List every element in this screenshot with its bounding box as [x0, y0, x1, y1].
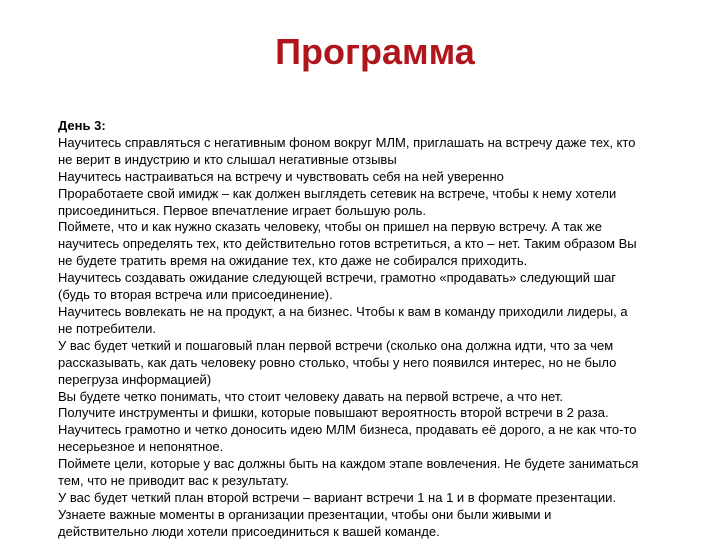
text-line: У вас будет четкий план второй встречи – вариант встречи 1 на 1 и в формате презентации.: [58, 489, 617, 505]
text-line: Поймете цели, которые у вас должны быть на каждом этапе вовлечения. Не будете заниматься: [58, 456, 639, 472]
text-line: Научитесь справляться с негативным фоном вокруг МЛМ, приглашать на встречу даже тех, кто: [58, 134, 636, 150]
text-line: Научитесь создавать ожидание следующей встречи, грамотно «продавать» следующий шаг: [58, 270, 617, 286]
text-line: Поймете, что и как нужно сказать человеку, чтобы он пришел на первую встречу. А так же: [58, 219, 602, 235]
text-line: не потребители.: [58, 320, 157, 336]
text-line: не будете тратить время на ожидание тех, кто даже не собирался приходить.: [58, 253, 528, 269]
text-line: Научитесь настраиваться на встречу и чувствовать себя на ней уверенно: [58, 168, 504, 184]
program-text: [58, 118, 698, 541]
text-line: несерьезное и непонятное.: [58, 439, 224, 455]
text-line: перегруза информацией): [58, 371, 212, 387]
text-line: присоединиться. Первое впечатление играет большую роль.: [58, 202, 427, 218]
text-line: Вы будете четко понимать, что стоит человеку давать на первой встрече, а что нет.: [58, 388, 563, 404]
text-line: Получите инструменты и фишки, которые повышают вероятность второй встречи в 2 раза.: [58, 405, 609, 421]
text-line: (будь то вторая встреча или присоединение).: [58, 287, 333, 303]
text-line: Проработаете свой имидж – как должен выглядеть сетевик на встрече, чтобы к нему хотели: [58, 185, 617, 201]
text-line: У вас будет четкий и пошаговый план первой встречи (сколько она должна идти, что за чем: [58, 337, 614, 353]
text-line: Узнаете важные моменты в организации презентации, чтобы они были живыми и: [58, 506, 552, 522]
text-line: научитесь определять тех, кто действительно готов встретиться, а кто – нет. Таким образом Вы: [58, 236, 637, 252]
text-line: Научитесь грамотно и четко доносить идею МЛМ бизнеса, продавать её дорого, а не как что-то: [58, 422, 637, 438]
slide-title: Программа: [275, 31, 475, 72]
text-line: действительно люди хотели присоединиться к вашей команде.: [58, 523, 440, 539]
text-line: рассказывать, как дать человеку ровно столько, чтобы у него появился интерес, но не было: [58, 354, 617, 370]
text-line: не верит в индустрию и кто слышал негативные отзывы: [58, 151, 397, 167]
text-line: тем, что не приводит вас к результату.: [58, 473, 289, 489]
text-line: Научитесь вовлекать не на продукт, а на бизнес. Чтобы к вам в команду приходили лидеры, а: [58, 303, 628, 319]
day-heading: День 3:: [58, 118, 106, 133]
